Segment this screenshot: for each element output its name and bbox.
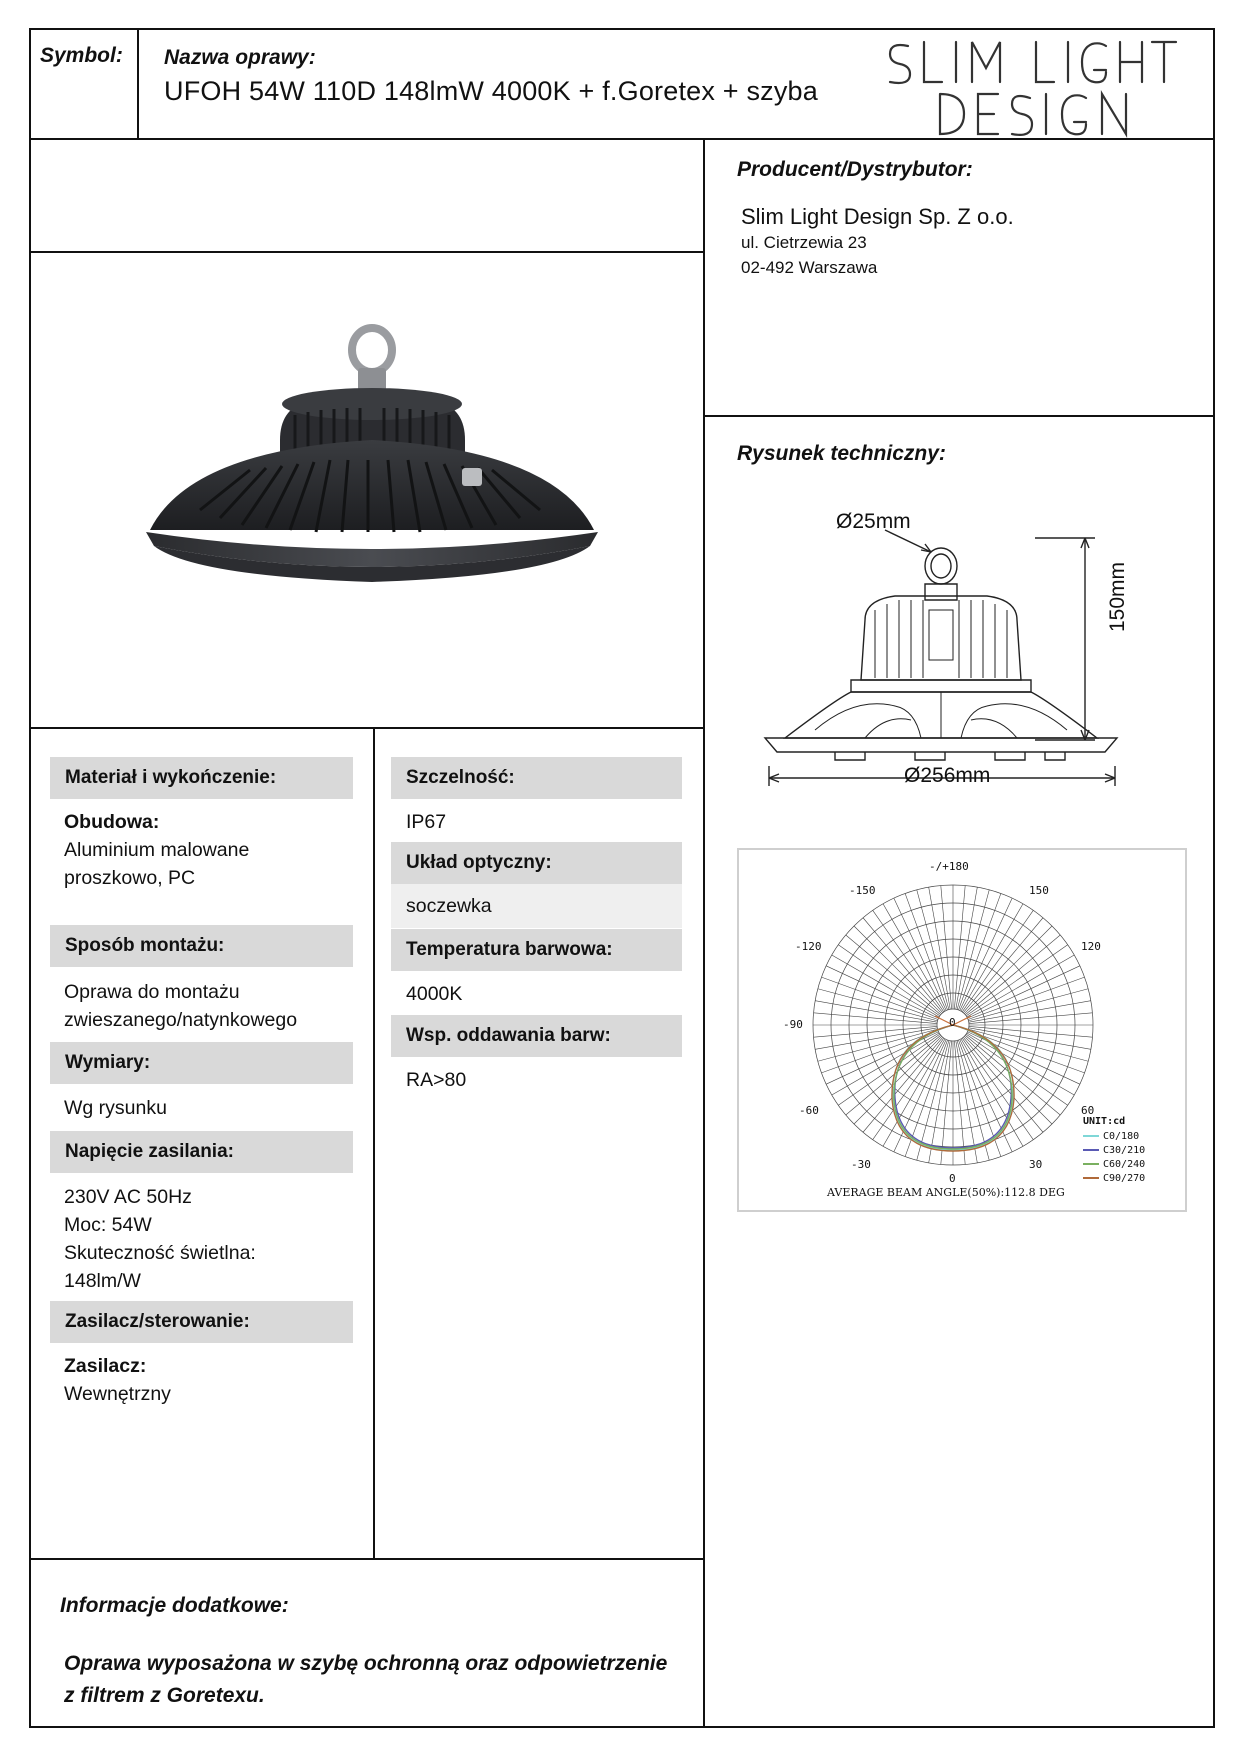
polar-diagram — [737, 848, 1187, 1212]
polar-ray — [815, 1001, 937, 1023]
polar-ray — [863, 1037, 943, 1132]
housing-line2: proszkowo, PC — [64, 867, 196, 889]
polar-ray — [917, 890, 949, 1010]
polar-ray — [954, 886, 965, 1010]
polar-ray — [894, 898, 946, 1010]
cct-header: Temperatura barwowa: — [391, 929, 682, 971]
polar-label-m150: -150 — [849, 884, 876, 897]
legend-item-c30: C30/210 — [1083, 1144, 1173, 1158]
polar-ray — [960, 898, 1012, 1010]
mount-line1: Oprawa do montażu — [64, 981, 240, 1003]
dims-value: Wg rysunku — [64, 1097, 167, 1119]
polar-label-m90: -90 — [783, 1018, 803, 1031]
polar-ray — [873, 910, 944, 1012]
polar-ray — [969, 1013, 1093, 1024]
polar-label-m30: -30 — [851, 1158, 871, 1171]
polar-ray — [818, 989, 938, 1021]
frame-right — [1213, 28, 1215, 1728]
polar-ray — [962, 910, 1033, 1012]
power-line2: Moc: 54W — [64, 1214, 152, 1236]
power-line4: 148lm/W — [64, 1270, 141, 1292]
polar-ray — [863, 918, 943, 1013]
polar-label-150: 150 — [1029, 884, 1049, 897]
producer-city: 02-492 Warszawa — [741, 258, 878, 277]
polar-ray — [821, 977, 938, 1019]
fixture-name-label: Nazwa oprawy: — [164, 46, 316, 69]
polar-label-0: 0 — [949, 1172, 956, 1185]
polar-ray — [969, 1001, 1091, 1023]
polar-ray — [956, 1041, 978, 1163]
polar-unit: UNIT:cd — [1083, 1116, 1126, 1127]
main-vertical-divider — [703, 138, 705, 1728]
polar-ray — [821, 1030, 938, 1072]
polar-ray — [814, 1026, 938, 1037]
mount-header: Sposób montażu: — [50, 925, 353, 967]
polar-label-120: 120 — [1081, 940, 1101, 953]
optic-header: Układ optyczny: — [391, 842, 682, 884]
polar-legend — [1083, 1130, 1173, 1186]
producer-company: Slim Light Design Sp. Z o.o. — [741, 204, 1014, 229]
housing-label: Obudowa: — [64, 811, 160, 833]
polar-ray — [968, 977, 1085, 1019]
frame-bottom — [29, 1726, 1215, 1728]
polar-label-30: 30 — [1029, 1158, 1043, 1171]
polar-ray — [964, 1036, 1052, 1124]
polar-ray — [956, 887, 978, 1009]
polar-label-top: -/+180 — [929, 860, 969, 873]
image-box-bottom — [29, 727, 705, 729]
polar-ray — [966, 945, 1068, 1016]
dim-width-label: Ø256mm — [904, 764, 991, 787]
spec-column-divider — [373, 727, 375, 1559]
polar-ray — [966, 1034, 1068, 1105]
polar-ray — [969, 1026, 1093, 1037]
optic-value: soczewka — [406, 895, 492, 917]
polar-ray — [838, 1034, 940, 1105]
polar-ray — [941, 886, 952, 1010]
info-title: Informacje dodatkowe: — [60, 1594, 289, 1617]
technical-drawing — [745, 500, 1165, 800]
polar-ray — [873, 1038, 944, 1140]
frame-left — [29, 28, 31, 1728]
polar-ray — [963, 1037, 1043, 1132]
dim-ring-label: Ø25mm — [836, 510, 911, 533]
info-text — [64, 1648, 704, 1712]
driver-label: Zasilacz: — [64, 1355, 147, 1377]
polar-label-m120: -120 — [795, 940, 822, 953]
cct-value: 4000K — [406, 983, 463, 1005]
symbol-label: Symbol: — [40, 44, 123, 67]
polar-ray — [968, 966, 1080, 1018]
legend-item-c90: C90/270 — [1083, 1172, 1173, 1186]
polar-label-center: 0 — [949, 1016, 956, 1029]
polar-ray — [838, 945, 940, 1016]
product-photo — [130, 320, 610, 630]
frame-top — [29, 28, 1215, 30]
info-line1: Oprawa wyposażona w szybę ochronną oraz odpowietrzenie — [64, 1652, 668, 1675]
polar-ray — [941, 1041, 952, 1165]
info-line2: z filtrem z Goretexu. — [64, 1684, 265, 1707]
polar-ray — [818, 1029, 938, 1061]
dim-height-label: 150mm — [1106, 561, 1129, 632]
left-top-box-bottom — [29, 251, 705, 253]
mount-line2: zwieszanego/natynkowego — [64, 1009, 298, 1031]
polar-ray — [968, 1030, 1085, 1072]
polar-ray — [958, 893, 1000, 1010]
driver-header: Zasilacz/sterowanie: — [50, 1301, 353, 1343]
polar-ray — [826, 966, 938, 1018]
ip-header: Szczelność: — [391, 757, 682, 799]
polar-ray — [846, 935, 941, 1015]
polar-ray — [854, 1036, 942, 1124]
cri-header: Wsp. oddawania barw: — [391, 1015, 682, 1057]
material-header: Materiał i wykończenie: — [50, 757, 353, 799]
legend-item-c60: C60/240 — [1083, 1158, 1173, 1172]
polar-ray — [929, 887, 951, 1009]
polar-ray — [954, 1041, 965, 1165]
cri-value: RA>80 — [406, 1069, 467, 1091]
dims-header: Wymiary: — [50, 1042, 353, 1084]
polar-ray — [854, 926, 942, 1014]
producer-title: Producent/Dystrybutor: — [737, 158, 973, 181]
polar-ray — [965, 935, 1060, 1015]
technical-title: Rysunek techniczny: — [737, 442, 946, 465]
polar-label-m60: -60 — [799, 1104, 819, 1117]
header-divider-vertical — [137, 28, 139, 140]
producer-street: ul. Cietrzewia 23 — [741, 233, 867, 252]
housing-line1: Aluminium malowane — [64, 839, 250, 861]
power-header: Napięcie zasilania: — [50, 1131, 353, 1173]
legend-item-c0: C0/180 — [1083, 1130, 1173, 1144]
polar-beam-angle: AVERAGE BEAM ANGLE(50%):112.8 DEG — [827, 1186, 1065, 1199]
power-line3: Skuteczność świetlna: — [64, 1242, 256, 1264]
polar-ray — [968, 1029, 1088, 1061]
polar-ray — [963, 918, 1043, 1013]
polar-ray — [957, 890, 989, 1010]
polar-ray — [964, 926, 1052, 1014]
polar-ray — [814, 1013, 938, 1024]
slim-light-design-logo — [880, 34, 1180, 144]
polar-ray — [905, 893, 947, 1010]
polar-ray — [929, 1041, 951, 1163]
polar-ray — [962, 1038, 1033, 1140]
driver-value: Wewnętrzny — [64, 1383, 171, 1405]
ip-value: IP67 — [406, 811, 447, 833]
polar-ray — [968, 989, 1088, 1021]
fixture-name-value: UFOH 54W 110D 148lmW 4000K + f.Goretex + szyba — [164, 76, 818, 106]
info-box-top — [29, 1558, 705, 1560]
polar-label-60: 60 — [1081, 1104, 1095, 1117]
producer-box-bottom — [703, 415, 1215, 417]
power-line1: 230V AC 50Hz — [64, 1186, 192, 1208]
